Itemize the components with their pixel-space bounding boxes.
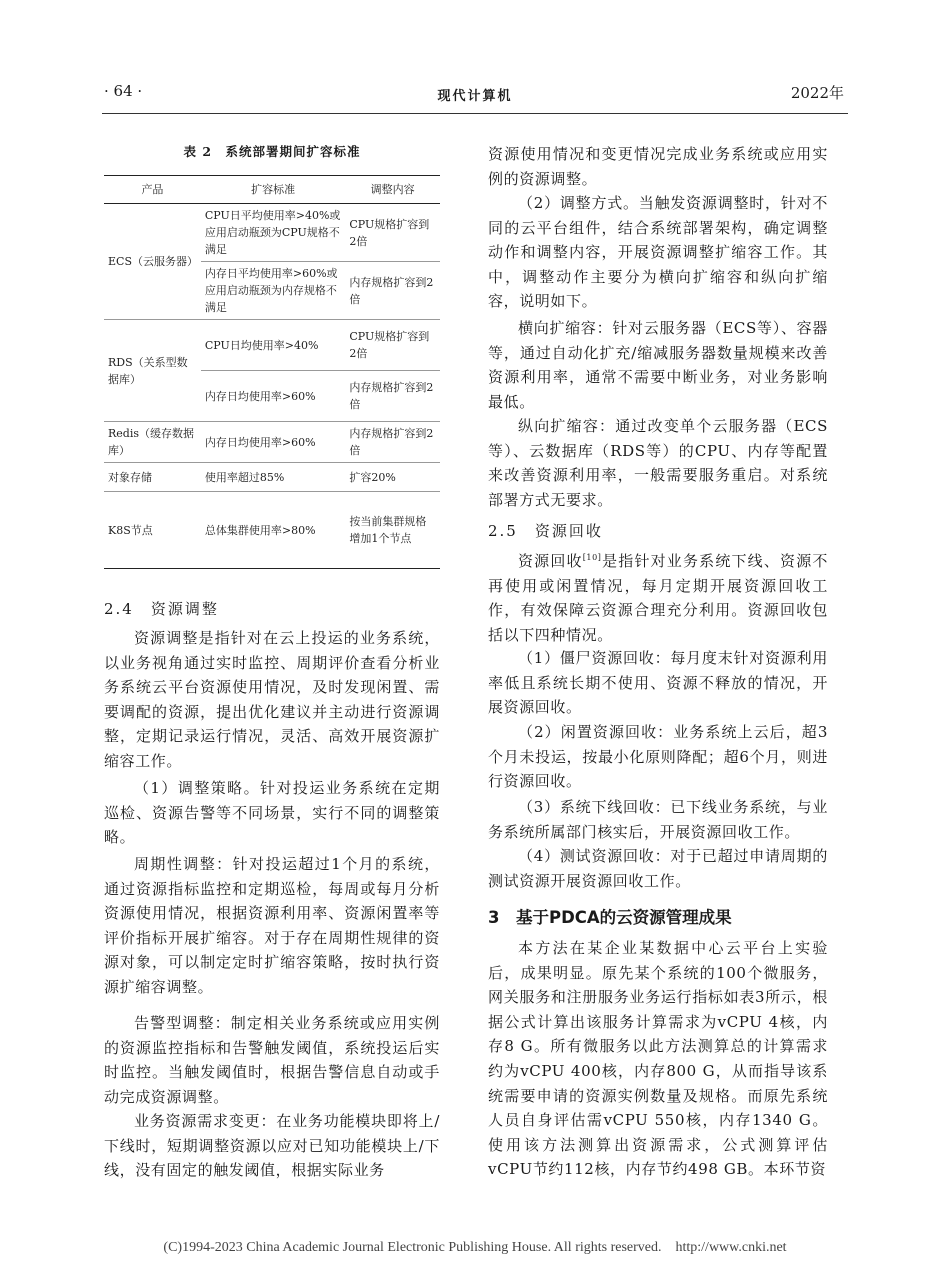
column-header: 调整内容 (345, 176, 440, 204)
cell-product: RDS（关系型数据库） (104, 320, 201, 422)
column-header: 产品 (104, 176, 201, 204)
column-header: 扩容标准 (201, 176, 345, 204)
section-heading-3: 3 基于PDCA的云资源管理成果 (488, 908, 732, 927)
paragraph-text: 资源回收 (518, 552, 583, 570)
paragraph-text: 是指针对业务系统下线、资源不再使用或闲置情况，每月定期开展资源回收工作，有效保障云资源合理充分利用。资源回收包括以下四种情况。 (488, 552, 828, 644)
cell-product: K8S节点 (104, 492, 201, 569)
cell-criteria: 总体集群使用率>80% (201, 492, 345, 569)
header-rule (102, 113, 848, 114)
paragraph: 告警型调整：制定相关业务系统或应用实例的资源监控指标和告警触发阈值，系统投运后实时监控。当触发阈值时，根据告警信息自动或手动完成资源调整。 (104, 1014, 440, 1106)
paragraph (488, 546, 828, 647)
paragraph: （3）系统下线回收：已下线业务系统，与业务系统所属部门核实后，开展资源回收工作。 (488, 798, 828, 841)
paragraph: 横向扩缩容：针对云服务器（ECS等）、容器等，通过自动化扩充/缩减服务器数量规模来改善资源利用率，通常不需要中断业务，对业务影响最低。 (488, 319, 828, 411)
cell-product: ECS（云服务器） (104, 204, 201, 320)
cell-product: 对象存储 (104, 463, 201, 492)
cell-criteria: 内存日平均使用率>60%或应用启动瓶颈为内存规格不满足 (201, 262, 345, 320)
paragraph: 周期性调整：针对投运超过1个月的系统，通过资源指标监控和定期巡检，每周或每月分析资源使用情况，根据资源利用率、资源闲置率等评价指标开展扩缩容。对于存在周期性规律的资源对象，可以制定定时扩缩容策略，按时执行资源扩缩容调整。 (104, 855, 440, 996)
table-row (104, 204, 440, 262)
paragraph: （2）调整方式。当触发资源调整时，针对不同的云平台组件，结合系统部署架构，确定调整动作和调整内容，开展资源调整扩缩容工作。其中，调整动作主要分为横向扩缩容和纵向扩缩容，说明如下。 (488, 194, 828, 311)
paragraph: （2）闲置资源回收：业务系统上云后，超3个月未投运，按最小化原则降配；超6个月，则进行资源回收。 (488, 723, 828, 791)
table-row (104, 422, 440, 463)
paragraph: 本方法在某企业某数据中心云平台上实验后，成果明显。原先某个系统的100个微服务，网关服务和注册服务业务运行指标如表3所示，根据公式计算出该服务计算需求为vCPU 4核，内存8 G。所有微服务以此方法测算总的计算需求约为vCPU 400核，内存800 G，从而指导该系统需要申请的资源实例数量及规格。而原先系统人员自身评估需vCPU 550核，内存1340 G。使用该方法测算出资源需求，公式测算评估vCPU节约112核，内存节约498 GB。本环节资 (488, 939, 828, 1179)
table-caption: 表 2 系统部署期间扩容标准 (183, 144, 361, 159)
cell-criteria: 内存日均使用率>60% (201, 371, 345, 422)
section-heading-2-5: 2.5 资源回收 (488, 522, 603, 540)
expansion-standard-table (104, 175, 440, 569)
journal-title: 现代计算机 (437, 89, 513, 104)
paragraph: 业务资源需求变更：在业务功能模块即将上/下线时，短期调整资源以应对已知功能模块上/下线，没有固定的触发阈值，根据实际业务 (104, 1112, 440, 1180)
cell-adjust: 内存规格扩容到2倍 (345, 371, 440, 422)
citation-ref: [10] (582, 553, 602, 562)
cell-criteria: 内存日均使用率>60% (201, 422, 345, 463)
copyright-footer: (C)1994-2023 China Academic Journal Electronic Publishing House. All rights reserved. http://www.cnki.net (163, 1240, 787, 1255)
cell-adjust: 按当前集群规格增加1个节点 (345, 492, 440, 569)
table-row (104, 463, 440, 492)
section-heading-2-4: 2.4 资源调整 (104, 600, 219, 618)
paragraph: 资源调整是指针对在云上投运的业务系统，以业务视角通过实时监控、周期评价查看分析业务系统云平台资源使用情况，及时发现闲置、需要调配的资源，提出优化建议并主动进行资源调整，定期记录运行情况，灵活、高效开展资源扩缩容工作。 (104, 629, 440, 770)
cell-adjust: 扩容20% (345, 463, 440, 492)
cell-criteria: 使用率超过85% (201, 463, 345, 492)
page-number: · 64 · (104, 82, 143, 100)
cell-adjust: CPU规格扩容到2倍 (345, 320, 440, 371)
cell-adjust: 内存规格扩容到2倍 (345, 262, 440, 320)
cell-criteria: CPU日均使用率>40% (201, 320, 345, 371)
paragraph: （1）僵尸资源回收：每月度末针对资源利用率低且系统长期不使用、资源不释放的情况，开展资源回收。 (488, 649, 828, 717)
table-row (104, 320, 440, 371)
paragraph: （1）调整策略。针对投运业务系统在定期巡检、资源告警等不同场景，实行不同的调整策略。 (104, 779, 440, 847)
publication-year: 2022年 (790, 84, 844, 102)
paragraph: 资源使用情况和变更情况完成业务系统或应用实例的资源调整。 (488, 145, 828, 188)
table-header-row (104, 176, 440, 204)
paragraph: 纵向扩缩容：通过改变单个云服务器（ECS等）、云数据库（RDS等）的CPU、内存等配置来改善资源利用率，一般需要服务重启。对系统部署方式无要求。 (488, 417, 828, 509)
cell-criteria: CPU日平均使用率>40%或应用启动瓶颈为CPU规格不满足 (201, 204, 345, 262)
cell-adjust: CPU规格扩容到2倍 (345, 204, 440, 262)
cell-product: Redis（缓存数据库） (104, 422, 201, 463)
cell-adjust: 内存规格扩容到2倍 (345, 422, 440, 463)
paragraph: （4）测试资源回收：对于已超过申请周期的测试资源开展资源回收工作。 (488, 847, 828, 890)
table-row (104, 492, 440, 569)
